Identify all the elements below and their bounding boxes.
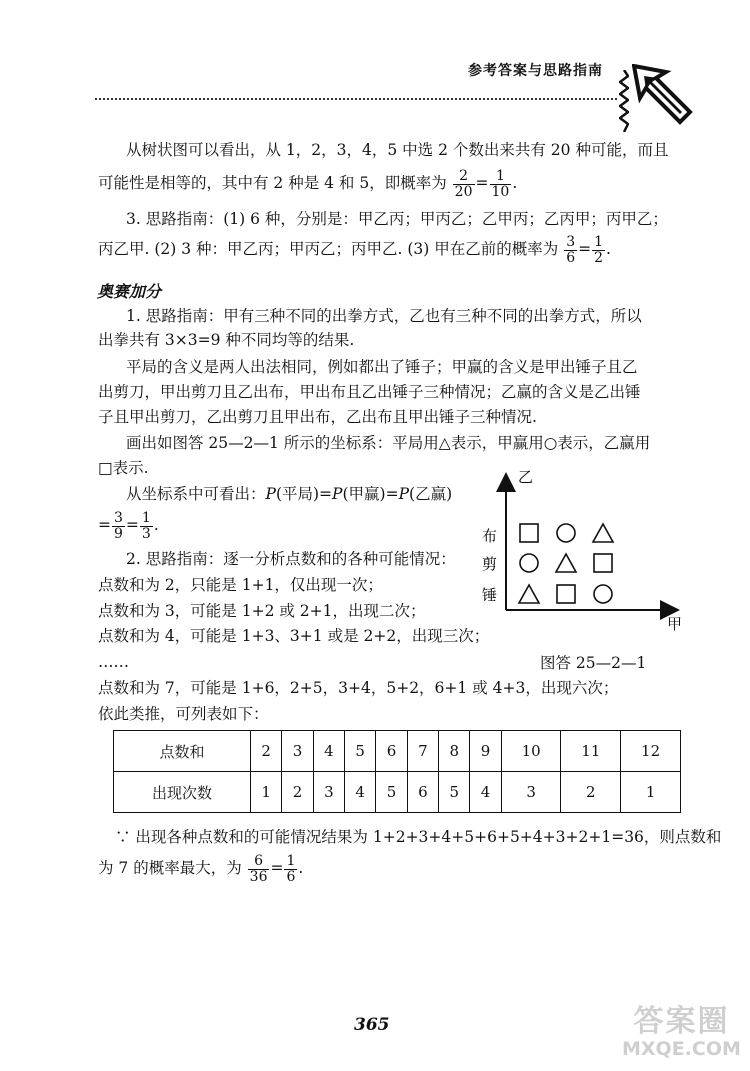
text-line: 1. 思路指南：甲有三种不同的出拳方式，乙也有三种不同的出拳方式，所以 — [126, 307, 642, 325]
fraction — [112, 511, 125, 542]
watermark-text: 答案圈 — [633, 1004, 730, 1039]
arrow-icon — [632, 64, 694, 126]
table-cell: 11 — [561, 731, 621, 772]
text-span: 从坐标系中可看出： — [126, 485, 266, 503]
table-cell: 4 — [470, 772, 501, 813]
table-cell: 3 — [282, 731, 313, 772]
text-line: 点数和为 2，只能是 1+1，仅出现一次； — [98, 576, 383, 594]
text-line: 依此类推，可列表如下： — [98, 705, 269, 723]
x-axis-label: 甲 — [667, 615, 683, 633]
table-header-cell: 出现次数 — [114, 772, 251, 813]
text-line: 2. 思路指南：逐一分析点数和的各种可能情况： — [126, 550, 456, 568]
text-line: □表示. — [98, 459, 149, 477]
text-span: 可能性是相等的，其中有 2 种是 4 和 5，即概率为 — [98, 174, 447, 192]
text-span: (甲赢)= — [342, 485, 399, 503]
text-line — [98, 166, 517, 200]
fraction — [592, 235, 605, 266]
period: . — [606, 240, 611, 258]
fraction-numerator: 2 — [453, 169, 475, 185]
fraction-denominator: 9 — [114, 525, 123, 542]
fraction — [453, 169, 475, 200]
equals-sign: = — [98, 516, 111, 534]
table-header-cell: 点数和 — [114, 731, 251, 772]
triangle-symbol — [556, 554, 576, 572]
text-line: 平局的含义是两人出法相同，例如都出了锤子；甲赢的含义是甲出锤子且乙 — [126, 358, 638, 376]
fraction-denominator: 36 — [249, 868, 268, 885]
circle-symbol — [520, 554, 538, 572]
text-line: …… — [98, 653, 129, 671]
fraction-denominator: 3 — [141, 525, 151, 542]
page-number: 365 — [354, 1015, 390, 1035]
table-cell: 5 — [376, 772, 407, 813]
y-axis-label: 乙 — [518, 470, 534, 486]
table-cell: 2 — [251, 731, 282, 772]
equals-sign: = — [125, 516, 139, 534]
table-cell: 5 — [345, 731, 376, 772]
prob-symbol: P — [265, 485, 276, 503]
table-cell: 2 — [561, 772, 621, 813]
table-cell: 10 — [501, 731, 561, 772]
table-cell: 3 — [313, 772, 344, 813]
watermark-url: MXQE.COM — [622, 1038, 741, 1060]
fraction-denominator: 20 — [454, 183, 473, 200]
fraction-numerator: 3 — [566, 233, 576, 250]
triangle-symbol — [519, 585, 539, 603]
fraction — [564, 235, 577, 266]
fraction-denominator: 2 — [594, 249, 604, 266]
table-cell: 9 — [470, 731, 501, 772]
fraction-denominator: 10 — [491, 183, 510, 200]
circle-symbol — [594, 585, 612, 603]
text-line: 从树状图可以看出，从 1，2，3，4，5 中选 2 个数出来共有 20 种可能，而且 — [126, 141, 669, 159]
section-title: 奥赛加分 — [97, 282, 162, 301]
table-cell: 1 — [251, 772, 282, 813]
text-line: 子且甲出剪刀，乙出剪刀且甲出布，乙出布且甲出锤子三种情况. — [98, 408, 537, 426]
text-line: 出剪刀，甲出剪刀且乙出布，甲出布且乙出锤子三种情况；乙赢的含义是乙出锤 — [98, 383, 641, 401]
table-cell: 4 — [345, 772, 376, 813]
equals-sign: = — [270, 859, 284, 877]
text-span: (平局)= — [275, 485, 333, 503]
prob-symbol: P — [398, 485, 410, 503]
fraction — [284, 854, 297, 885]
table-row — [114, 731, 681, 772]
text-span: 为 7 的概率最大，为 — [98, 859, 242, 877]
text-line: ∵ 出现各种点数和的可能情况结果为 1+2+3+4+5+6+5+4+3+2+1=36，则点数和 — [115, 828, 722, 846]
text-line — [98, 232, 611, 266]
fraction-denominator: 6 — [286, 868, 296, 885]
figure-caption: 图答 25—2—1 — [540, 654, 647, 672]
circle-symbol — [557, 524, 575, 542]
text-line: 3. 思路指南：(1) 6 种，分别是：甲乙丙；甲丙乙；乙甲丙；乙丙甲；丙甲乙； — [126, 210, 668, 228]
running-header-title: 参考答案与思路指南 — [468, 63, 603, 79]
table-cell: 5 — [439, 772, 470, 813]
equals-sign: = — [578, 240, 592, 258]
row-label-chui: 锤 — [482, 586, 498, 604]
fraction-denominator: 6 — [566, 249, 576, 266]
header-dotted-divider — [95, 98, 617, 100]
text-line: 点数和为 4，可能是 1+3、3+1 或是 2+2，出现三次； — [98, 627, 490, 645]
table-cell: 2 — [282, 772, 313, 813]
fraction-numerator: 1 — [490, 169, 512, 185]
fraction-numerator: 1 — [286, 852, 296, 869]
symbol-grid — [519, 524, 613, 603]
row-label-bu: 布 — [482, 527, 498, 545]
fraction-numerator: 1 — [141, 509, 151, 526]
square-symbol — [557, 585, 575, 603]
table-cell: 12 — [621, 731, 681, 772]
zigzag-ornament — [619, 70, 629, 132]
triangle-symbol — [593, 524, 613, 542]
table-cell: 6 — [376, 731, 407, 772]
table-cell: 6 — [407, 772, 438, 813]
fraction — [490, 169, 512, 200]
text-line: 点数和为 7，可能是 1+6，2+5，3+4，5+2，6+1 或 4+3，出现六次； — [98, 679, 619, 697]
square-symbol — [520, 524, 538, 542]
text-line: 出拳共有 3×3=9 种不同均等的结果. — [98, 331, 355, 349]
text-line — [98, 508, 159, 542]
period: . — [153, 516, 159, 534]
text-line: 画出如图答 25—2—1 所示的坐标系：平局用△表示，甲赢用○表示，乙赢用 — [126, 434, 651, 452]
watermark-logo — [622, 1006, 741, 1060]
fraction-numerator: 3 — [114, 509, 123, 526]
fraction — [140, 511, 153, 542]
table-cell: 4 — [313, 731, 344, 772]
coordinate-diagram — [470, 470, 685, 645]
period: . — [298, 859, 304, 877]
fraction-numerator: 6 — [248, 854, 270, 870]
text-line — [126, 483, 452, 505]
square-symbol — [594, 554, 612, 572]
fraction — [248, 854, 270, 885]
text-span: 丙乙甲. (2) 3 种：甲乙丙；甲丙乙；丙甲乙. (3) 甲在乙前的概率为 — [98, 240, 559, 258]
equals-sign: = — [475, 174, 489, 192]
period: . — [512, 174, 518, 192]
text-line: 点数和为 3，可能是 1+2 或 2+1，出现二次； — [98, 602, 426, 620]
table-cell: 7 — [407, 731, 438, 772]
table-cell: 1 — [621, 772, 681, 813]
text-span: (乙赢) — [409, 485, 453, 503]
row-label-jian: 剪 — [482, 555, 498, 573]
dice-sum-table — [113, 730, 681, 813]
table-row — [114, 772, 681, 813]
fraction-numerator: 1 — [594, 233, 604, 250]
table-cell: 3 — [501, 772, 561, 813]
text-line — [98, 851, 303, 885]
table-cell: 8 — [439, 731, 470, 772]
prob-symbol: P — [332, 485, 343, 503]
